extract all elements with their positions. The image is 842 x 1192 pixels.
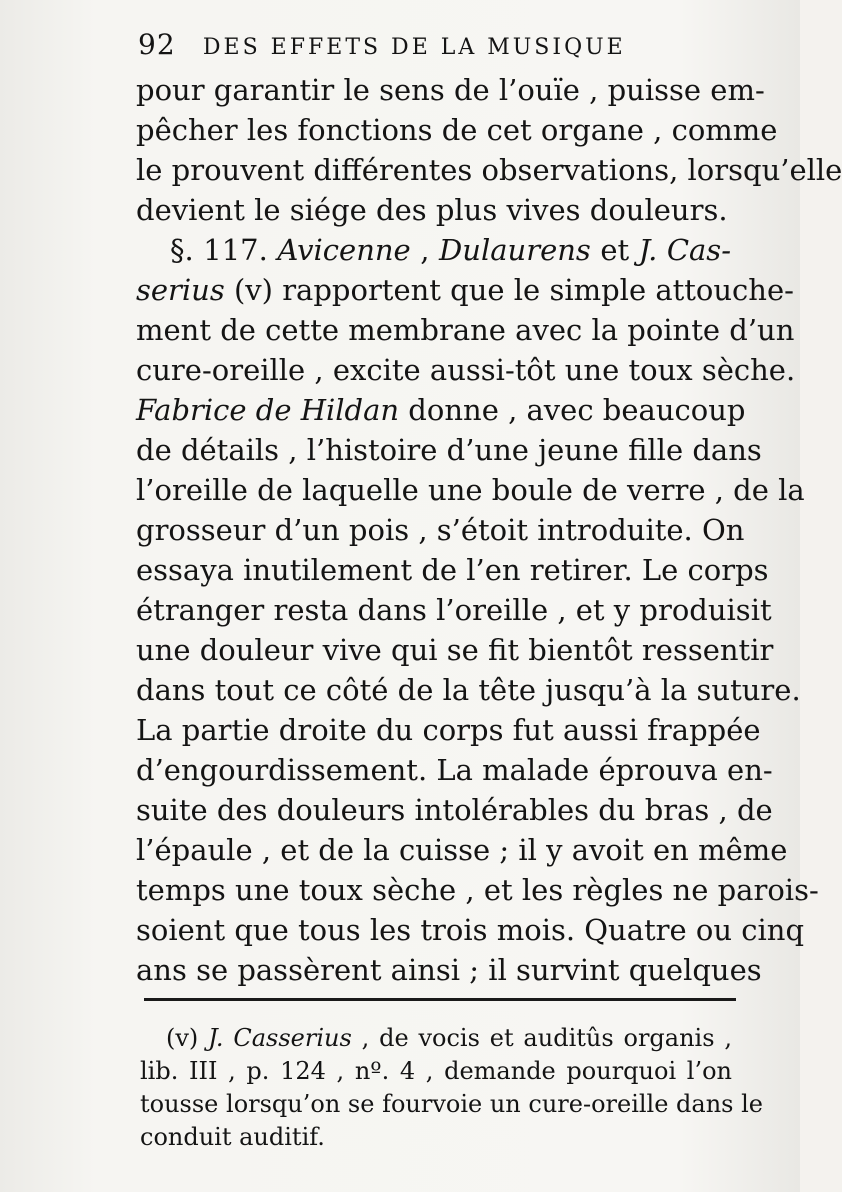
running-header	[138, 28, 738, 61]
author-name: Avicenne	[277, 233, 411, 267]
text-line: soient que tous les trois mois. Quatre ou cinq	[136, 913, 805, 947]
text-line: une douleur vive qui se fit bientôt ressentir	[136, 633, 774, 667]
text-line: La partie droite du corps fut aussi frappée	[136, 713, 761, 747]
text-line: temps une toux sèche , et les règles ne parois-	[136, 873, 819, 907]
text-line: l’oreille de laquelle une boule de verre , de la	[136, 473, 805, 507]
footnote-line	[140, 1022, 732, 1055]
text-line: grosseur d’un pois , s’étoit introduite. On	[136, 513, 745, 547]
text-line: dans tout ce côté de la tête jusqu’à la suture.	[136, 673, 801, 707]
author-name: Dulaurens	[439, 233, 591, 267]
text-fragment: , de vocis et auditûs organis ,	[351, 1024, 732, 1052]
text-fragment: donne , avec beaucoup	[399, 393, 746, 427]
text-fragment: et	[590, 233, 639, 267]
text-line: d’engourdissement. La malade éprouva en-	[136, 753, 773, 787]
text-line	[136, 390, 746, 430]
text-line: ans se passèrent ainsi ; il survint quelques	[136, 953, 762, 987]
footnote-marker: (v)	[166, 1024, 209, 1052]
text-line: ment de cette membrane avec la pointe d’un	[136, 313, 795, 347]
footnote	[140, 1022, 764, 1154]
footnote-rule	[144, 998, 736, 1001]
text-line: essaya inutilement de l’en retirer. Le corps	[136, 553, 769, 587]
author-name: J. Casserius	[208, 1024, 352, 1052]
paragraph-start-line	[136, 230, 731, 270]
text-line	[136, 270, 794, 310]
text-fragment: (v) rapportent que le simple attouche-	[224, 273, 794, 307]
text-line: étranger resta dans l’oreille , et y produisit	[136, 593, 772, 627]
running-title: DES EFFETS DE LA MUSIQUE	[202, 35, 626, 60]
footnote-line: lib. III , p. 124 , nº. 4 , demande pourquoi l’on	[140, 1057, 732, 1085]
text-line: pêcher les fonctions de cet organe , comme	[136, 113, 778, 147]
text-line: de détails , l’histoire d’une jeune fille dans	[136, 433, 762, 467]
author-name: J. Cas-	[638, 233, 731, 267]
section-number: §. 117.	[170, 233, 278, 267]
author-name: serius	[136, 273, 225, 307]
footnote-line: tousse lorsqu’on se fourvoie un cure-oreille dans le	[140, 1090, 764, 1118]
text-line: le prouvent différentes observations, lorsqu’elle	[136, 153, 842, 187]
text-line: cure-oreille , excite aussi-tôt une toux sèche.	[136, 353, 796, 387]
text-line: l’épaule , et de la cuisse ; il y avoit en même	[136, 833, 788, 867]
main-text	[136, 70, 842, 990]
footnote-line: conduit auditif.	[140, 1123, 325, 1151]
text-line: pour garantir le sens de l’ouïe , puisse em-	[136, 73, 765, 107]
text-line: suite des douleurs intolérables du bras , de	[136, 793, 773, 827]
page-number: 92	[138, 28, 176, 61]
text-fragment: ,	[410, 233, 440, 267]
author-name: Fabrice de Hildan	[136, 393, 400, 427]
text-line: devient le siége des plus vives douleurs.	[136, 193, 728, 227]
